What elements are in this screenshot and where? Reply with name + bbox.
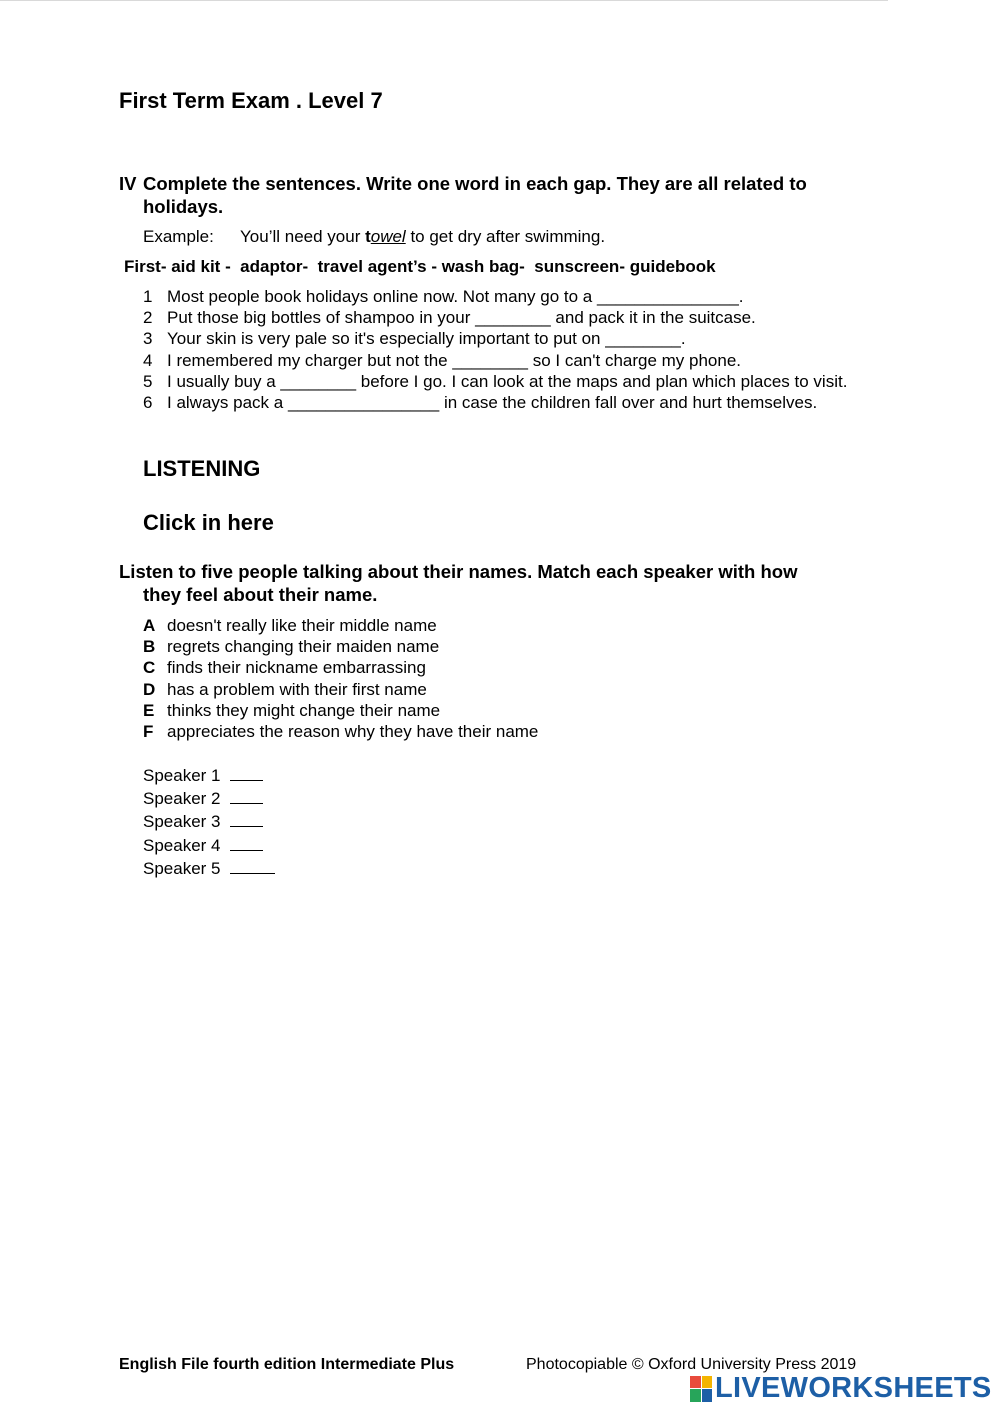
example-sentence [143,227,605,247]
audio-link[interactable]: Click in here [143,510,274,535]
question-text: Most people book holidays online now. Not many go to a _______________. [167,287,744,306]
question-item [143,392,883,413]
answer-blank[interactable] [230,764,263,781]
question-item [143,371,883,392]
option-text: doesn't really like their middle name [167,616,437,635]
question-text: Put those big bottles of shampoo in your ________ and pack it in the suitcase. [167,308,756,328]
listening-instruction [119,560,879,606]
option-letter: D [143,679,156,699]
option-text: thinks they might change their name [167,700,441,720]
speaker-label: Speaker 5 [143,858,221,878]
speaker-row [143,810,275,833]
option-text: regrets changing their maiden name [167,637,440,657]
section-4-instruction [119,172,879,218]
speaker-label: Speaker 4 [143,835,221,855]
speaker-row [143,787,275,810]
question-number: 1 [143,287,153,306]
logo-square [690,1389,701,1402]
option-item [143,636,538,657]
question-number: 4 [143,350,153,370]
question-item [143,286,883,307]
question-number: 2 [143,308,153,328]
answer-blank[interactable] [230,787,263,804]
liveworksheets-logo-icon [690,1376,712,1402]
example-answer-first-letter: t [365,227,371,246]
instruction-line-1: Complete the sentences. Write one word in each gap. They are all related to [143,173,807,194]
answer-blank[interactable] [230,810,263,827]
liveworksheets-brand [690,1372,992,1405]
question-item [143,328,883,349]
example-text-post: to get dry after swimming. [405,227,606,246]
section-number: IV [119,173,137,194]
answer-blank[interactable] [230,857,275,874]
option-item [143,657,538,678]
option-text: has a problem with their first name [167,679,427,699]
option-letter: C [143,658,156,678]
speaker-row [143,834,275,857]
logo-square [702,1389,713,1402]
brand-name: LIVEWORKSHEETS [715,1372,992,1404]
footer-book-title: English File fourth edition Intermediate Plus [119,1356,455,1373]
option-letter: A [143,616,156,635]
logo-square [702,1376,713,1389]
speaker-label: Speaker 2 [143,789,221,809]
option-letter: E [143,700,155,720]
top-rule [0,0,888,1]
option-item [143,615,538,636]
speaker-list [143,764,275,880]
option-text: appreciates the reason why they have their name [167,722,539,742]
question-text: I always pack a ________________ in case the children fall over and hurt themselves. [167,393,818,413]
speaker-row [143,764,275,787]
option-text: finds their nickname embarrassing [167,658,426,678]
question-number: 5 [143,371,153,391]
instruction-line-2: they feel about their name. [143,584,378,605]
question-item [143,307,883,328]
logo-square [690,1376,701,1389]
option-letter: B [143,637,156,657]
speaker-row [143,857,275,880]
option-item [143,679,538,700]
instruction-line-2: holidays. [143,196,224,217]
question-text: I remembered my charger but not the ________ so I can't charge my phone. [167,350,742,370]
listening-heading: LISTENING [143,456,261,481]
example-label: Example: [143,227,214,246]
question-number: 3 [143,329,153,349]
question-text: Your skin is very pale so it's especially important to put on ________. [167,329,686,349]
word-bank: First- aid kit - adaptor- travel agent’s - wash bag- sunscreen- guidebook [124,257,716,276]
options-list [143,615,538,742]
example-text-pre: You’ll need your [240,227,366,246]
instruction-line-1: Listen to five people talking about their names. Match each speaker with how [119,561,798,582]
option-item [143,700,538,721]
option-item [143,721,538,742]
question-item [143,350,883,371]
question-number: 6 [143,393,153,413]
speaker-label: Speaker 1 [143,766,221,785]
question-text: I usually buy a ________ before I go. I can look at the maps and plan which places to visit. [167,371,848,391]
footer-copyright: Photocopiable © Oxford University Press 2019 [526,1356,857,1373]
answer-blank[interactable] [230,834,263,851]
speaker-label: Speaker 3 [143,812,221,832]
example-answer: owel [370,227,406,246]
option-letter: F [143,722,154,742]
page-title: First Term Exam . Level 7 [119,88,383,113]
question-list [143,286,883,413]
